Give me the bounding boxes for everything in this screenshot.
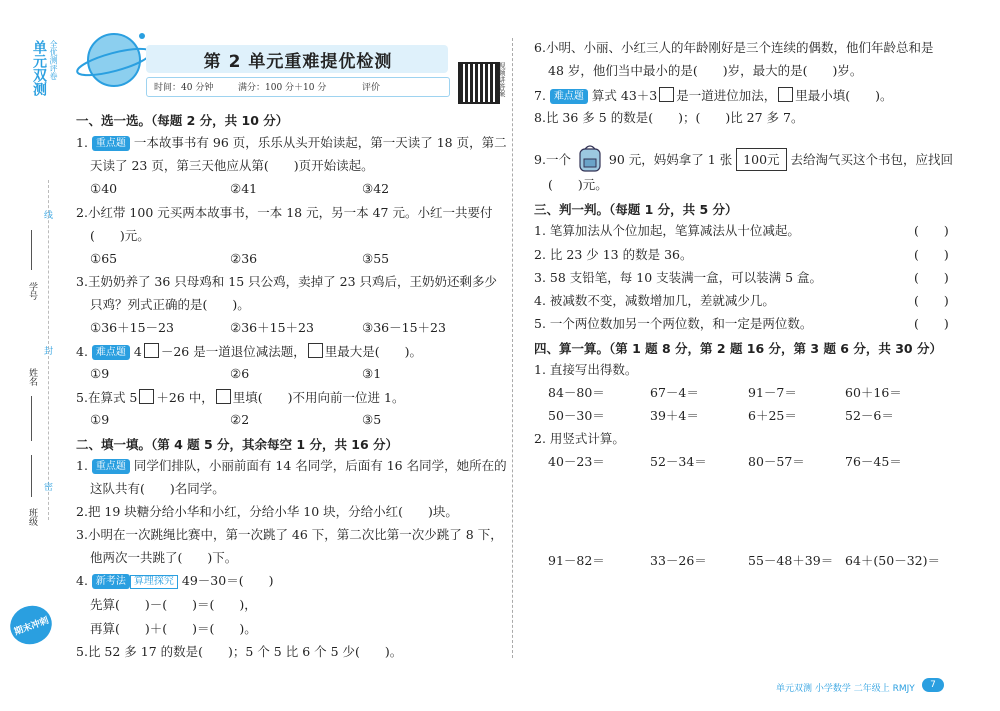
student-id-line xyxy=(31,230,32,270)
judge-4: 4. 被减数不变，减数增加几，差就减少几。 xyxy=(534,293,775,308)
f4-line2: 先算( )－( )＝( )， xyxy=(90,597,257,612)
f8-num: 8. xyxy=(534,110,546,125)
binding-strip xyxy=(0,0,62,711)
q5-opt1[interactable]: ①9 xyxy=(90,412,110,427)
f6-line2: 48 岁，他们当中最小的是( )岁，最大的是( )岁。 xyxy=(548,63,863,78)
qr-code[interactable] xyxy=(458,62,500,104)
answer-box[interactable] xyxy=(308,343,323,358)
q3-num: 3. xyxy=(76,274,88,289)
vertical-calc[interactable]: 64＋(50－32)＝ xyxy=(845,553,940,568)
section-4-heading: 四、算一算。（第 1 题 8 分，第 2 题 16 分，第 3 题 6 分，共 30 分） xyxy=(534,341,942,356)
logo-badge: 期末冲刺 xyxy=(5,600,57,650)
q1-text1: 一本故事书有 96 页，乐乐从头开始读起，第一天读了 18 页，第二 xyxy=(133,135,507,150)
q5-opt3[interactable]: ③5 xyxy=(362,412,382,427)
vertical-calc[interactable]: 52－34＝ xyxy=(650,454,707,469)
q4-opt3[interactable]: ③1 xyxy=(362,366,382,381)
f3-num: 3. xyxy=(76,527,88,542)
q1-opt3[interactable]: ③42 xyxy=(362,181,390,196)
difficult-tag: 难点题 xyxy=(92,345,130,360)
qr-label: 视频讲答案 xyxy=(498,62,506,97)
calc-item[interactable]: 52－6＝ xyxy=(845,408,894,423)
class-label: 班级 xyxy=(27,508,37,526)
calc-direct-title: 1. 直接写出得数。 xyxy=(534,362,638,377)
brand-sub: 全优测评卷 xyxy=(49,40,58,80)
vertical-calc[interactable]: 91－82＝ xyxy=(548,553,605,568)
q5-opt2[interactable]: ②2 xyxy=(230,412,250,427)
f5-line1 xyxy=(76,644,402,659)
score-info: 满分：100 分＋10 分 xyxy=(238,83,327,93)
backpack-icon xyxy=(575,143,605,173)
f4-line3: 再算( )＋( )＝( )。 xyxy=(90,621,257,636)
calc-item[interactable]: 84－80＝ xyxy=(548,385,605,400)
vertical-calc[interactable]: 80－57＝ xyxy=(748,454,805,469)
time-info: 时间：40 分钟 xyxy=(154,83,214,93)
f1-text1: 同学们排队，小丽前面有 14 名同学，后面有 16 名同学，她所在的 xyxy=(133,458,507,473)
reasoning-tag: 算理探究 xyxy=(130,575,178,589)
f2-line1 xyxy=(76,504,458,519)
f5-text1: 比 52 多 17 的数是( )；5 个 5 比 6 个 5 少( )。 xyxy=(87,644,403,659)
calc-item[interactable]: 67－4＝ xyxy=(650,385,699,400)
answer-box[interactable] xyxy=(216,389,231,404)
q2-num: 2. xyxy=(76,205,88,220)
planet-decoration xyxy=(72,24,152,94)
q3-opt3[interactable]: ③36－15＋23 xyxy=(362,320,446,335)
q1-num: 1. xyxy=(76,135,88,150)
calc-item[interactable]: 91－7＝ xyxy=(748,385,797,400)
f6-num: 6. xyxy=(534,40,546,55)
name-label: 姓名 xyxy=(27,368,37,386)
f6-text1: 小明、小丽、小红三人的年龄刚好是三个连续的偶数，他们年龄总和是 xyxy=(545,40,934,55)
q3-opt2[interactable]: ②36＋15＋23 xyxy=(230,320,314,335)
vertical-calc[interactable]: 55－48＋39＝ xyxy=(748,553,834,568)
f8-text1: 比 36 多 5 的数是( )；( )比 27 多 7。 xyxy=(545,110,804,125)
f4-num: 4. xyxy=(76,573,88,588)
class-line xyxy=(31,455,32,497)
money-note: 100元 xyxy=(736,148,786,171)
vertical-calc[interactable]: 76－45＝ xyxy=(845,454,902,469)
q3-opt1[interactable]: ①36＋15－23 xyxy=(90,320,174,335)
q2-line1 xyxy=(76,205,492,220)
q5-line1 xyxy=(76,389,404,405)
q4-a: 4 xyxy=(133,344,142,359)
f4-line1 xyxy=(76,573,273,589)
q1-opt1[interactable]: ①40 xyxy=(90,181,118,196)
q2-opt3[interactable]: ③55 xyxy=(362,251,390,266)
f9-line2: ( )元。 xyxy=(548,177,608,192)
judge-1: 1. 笔算加法从个位加起，笔算减法从十位减起。 xyxy=(534,223,800,238)
page-title: 第 2 单元重难提优检测 xyxy=(203,52,393,72)
q2-opt1[interactable]: ①65 xyxy=(90,251,118,266)
q4-line1 xyxy=(76,343,422,360)
q1-line1 xyxy=(76,135,507,151)
f9-line1 xyxy=(534,143,953,173)
q4-opt1[interactable]: ①9 xyxy=(90,366,110,381)
f7-a: 算式 43＋3 xyxy=(591,88,658,103)
q2-line2: ( )元。 xyxy=(90,228,150,243)
f2-text1: 把 19 块糖分给小华和小红，分给小华 10 块，分给小红( )块。 xyxy=(87,504,458,519)
f4-expr: 49－30＝( ) xyxy=(181,573,274,588)
f9-c: 去给淘气买这个书包，应找回 xyxy=(790,152,954,167)
calc-vertical-title: 2. 用竖式计算。 xyxy=(534,431,625,446)
f7-b: 是一道进位加法， xyxy=(676,88,777,103)
q2-text1: 小红带 100 元买两本故事书，一本 18 元，另一本 47 元。小红一共要付 xyxy=(87,205,493,220)
answer-box[interactable] xyxy=(144,343,159,358)
f1-num: 1. xyxy=(76,458,88,473)
judge-5: 5. 一个两位数加另一个两位数，和一定是两位数。 xyxy=(534,316,813,331)
new-method-tag: 新考法 xyxy=(92,574,130,589)
section-2-heading: 二、填一填。（第 4 题 5 分，其余每空 1 分，共 16 分） xyxy=(76,437,399,452)
judge-3-answer[interactable]: ( ) xyxy=(914,270,949,285)
key-tag: 重点题 xyxy=(92,136,130,151)
column-divider xyxy=(512,38,513,658)
f1-line1 xyxy=(76,458,507,474)
judge-4-answer[interactable]: ( ) xyxy=(914,293,949,308)
q2-opt2[interactable]: ②36 xyxy=(230,251,258,266)
f9-num: 9. xyxy=(534,152,546,167)
f1-line2: 这队共有( )名同学。 xyxy=(90,481,225,496)
cut-label-feng: 封 xyxy=(44,347,54,357)
section-1-heading: 一、选一选。（每题 2 分，共 10 分） xyxy=(76,113,289,128)
f8-line1 xyxy=(534,110,803,125)
f3-text1: 小明在一次跳绳比赛中，第一次跳了 46 下，第二次比第一次少跳了 8 下， xyxy=(87,527,503,542)
judge-5-answer[interactable]: ( ) xyxy=(914,316,949,331)
judge-2: 2. 比 23 少 13 的数是 36。 xyxy=(534,247,693,262)
q5-c: 里填( )不用向前一位进 1。 xyxy=(232,390,405,405)
difficult-tag: 难点题 xyxy=(550,89,588,104)
brand-vertical: 单元双测 xyxy=(31,40,47,96)
f3-line2: 他两次一共跳了( )下。 xyxy=(90,550,238,565)
answer-box[interactable] xyxy=(139,389,154,404)
q5-b: ＋26 中， xyxy=(156,390,214,405)
f7-num: 7. xyxy=(534,88,546,103)
q4-num: 4. xyxy=(76,344,88,359)
q4-opt2[interactable]: ②6 xyxy=(230,366,250,381)
answer-box[interactable] xyxy=(659,87,674,102)
vertical-calc[interactable]: 33－26＝ xyxy=(650,553,707,568)
section-3-heading: 三、判一判。（每题 1 分，共 5 分） xyxy=(534,202,738,217)
name-line xyxy=(31,396,32,441)
eval-label: 评价 xyxy=(362,83,381,93)
key-tag: 重点题 xyxy=(92,459,130,474)
calc-item[interactable]: 50－30＝ xyxy=(548,408,605,423)
page-number: 7 xyxy=(922,678,944,692)
f2-num: 2. xyxy=(76,504,88,519)
q5-num: 5. xyxy=(76,390,88,405)
f9-a: 一个 xyxy=(545,152,571,167)
q4-b: －26 是一道退位减法题， xyxy=(160,344,306,359)
q3-line2: 只鸡？列式正确的是( )。 xyxy=(90,297,250,312)
calc-item[interactable]: 6＋25＝ xyxy=(748,408,797,423)
judge-2-answer[interactable]: ( ) xyxy=(914,247,949,262)
vertical-calc[interactable]: 40－23＝ xyxy=(548,454,605,469)
cut-label-xian: 线 xyxy=(44,211,54,221)
q1-line2: 天读了 23 页，第三天他应从第( )页开始读起。 xyxy=(90,158,374,173)
f6-line1 xyxy=(534,40,933,55)
answer-box[interactable] xyxy=(778,87,793,102)
q3-line1 xyxy=(76,274,497,289)
cut-label-mi: 密 xyxy=(44,483,54,493)
f5-num: 5. xyxy=(76,644,88,659)
calc-item[interactable]: 39＋4＝ xyxy=(650,408,699,423)
f7-line1 xyxy=(534,87,893,104)
f3-line1 xyxy=(76,527,503,542)
q5-a: 在算式 5 xyxy=(87,390,138,405)
student-id-label: 学号 xyxy=(27,282,37,300)
judge-1-answer[interactable]: ( ) xyxy=(914,223,949,238)
q4-c: 里最大是( )。 xyxy=(324,344,423,359)
footer-text: 单元双测 小学数学 二年级上 RMJY xyxy=(776,684,915,694)
calc-item[interactable]: 60＋16＝ xyxy=(845,385,902,400)
judge-3: 3. 58 支铅笔，每 10 支装满一盒，可以装满 5 盒。 xyxy=(534,270,823,285)
f9-b: 90 元，妈妈拿了 1 张 xyxy=(608,152,733,167)
planet-icon xyxy=(72,24,152,94)
q1-opt2[interactable]: ②41 xyxy=(230,181,258,196)
q3-text1: 王奶奶养了 36 只母鸡和 15 只公鸡，卖掉了 23 只鸡后，王奶奶还剩多少 xyxy=(87,274,497,289)
f7-c: 里最小填( )。 xyxy=(795,88,893,103)
